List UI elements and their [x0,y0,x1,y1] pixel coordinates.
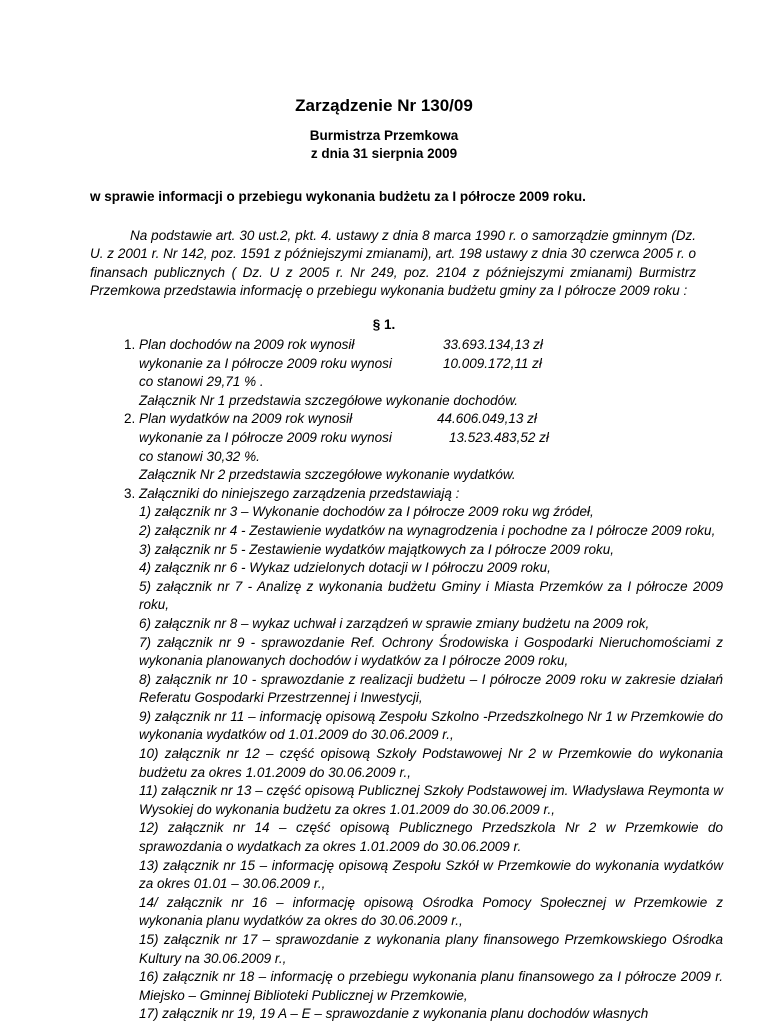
attachment-entry: 2) załącznik nr 4 - Zestawienie wydatków na wynagrodzenia i pochodne za I półrocze 2009 roku, [139,522,716,538]
plan-expense-row [139,410,723,429]
attachment-entry: 12) załącznik nr 14 – część opisową Publicznego Przedszkola Nr 2 w Przemkowie do sprawozdania o wydatkach za okres 1.01.2009 do 30.06.2009 r. [139,820,723,855]
exec-expense-amount: 13.523.483,52 zł [449,429,549,445]
plan-income-amount: 33.693.134,13 zł [443,337,543,352]
exec-income-amount: 10.009.172,11 zł [443,355,542,371]
expense-percent: co stanowi 30,32 %. [139,448,260,464]
document-title: Zarządzenie Nr 130/09 [295,96,473,115]
list-item-3 [139,485,723,1024]
document-subject: w sprawie informacji o przebiegu wykonania budżetu za I półrocze 2009 roku. [90,189,586,204]
attachment-entry: 5) załącznik nr 7 - Analizę z wykonania budżetu Gminy i Miasta Przemków za I półrocze 2009 roku, [139,578,723,613]
plan-income-label: 1. Plan dochodów na 2009 rok wynosił [139,337,355,352]
intro-text: Na podstawie art. 30 ust.2, pkt. 4. ustawy z dnia 8 marca 1990 r. o samorządzie gminnym (Dz. U. z 2001 r. Nr 142, poz. 1591 z późniejszymi zmianami), art. 198 ustawy z dnia 30 czerwca 2005 r. o finansach publicznych ( Dz. U z 2005 r. Nr 249, poz. 2104 z późniejszymi zmianami) Burmistrz Przemkowa przedstawia informację o przebiegu wykonania budżetu gminy za I półrocze 2009 roku : [90,228,696,299]
exec-income-row [139,355,723,374]
plan-income-row [139,336,723,355]
exec-income-label: wykonanie za I półrocze 2009 roku wynosi [139,355,392,371]
attachment-entry: 14/ załącznik nr 16 – informację opisową Ośrodka Pomocy Społecznej w Przemkowie z wykonania planu wydatków za okres do 30.06.2009 r., [139,894,723,929]
attachment-entry: 11) załącznik nr 13 – część opisową Publicznej Szkoły Podstawowej im. Władysława Reymonta w Wysokiej do wykonania budżetu za okres 1.01.2009 do 30.06.2009 r., [139,783,723,817]
attachment-entry: 17) załącznik nr 19, 19 A – E – sprawozdanie z wykonania planu dochodów własnych [139,1006,649,1022]
main-list [112,336,723,1024]
attachment-entry: 16) załącznik nr 18 – informację o przebiegu wykonania planu finansowego za I półrocze 2009 r. Miejsko – Gminnej Biblioteki Publicznej w Przemkowie, [139,969,723,1003]
list-item-2 [139,410,723,484]
attachment-entry: 6) załącznik nr 8 – wykaz uchwał i zarządzeń w sprawie zmiany budżetu na 2009 rok, [139,615,650,631]
income-note: Załącznik Nr 1 przedstawia szczegółowe wykonanie dochodów. [139,392,518,408]
exec-expense-label: wykonanie za I półrocze 2009 roku wynosi [139,429,392,445]
attachment-entry: 1) załącznik nr 3 – Wykonanie dochodów za I półrocze 2009 roku wg źródeł, [139,504,594,520]
plan-expense-amount: 44.606.049,13 zł [437,411,537,427]
attachment-entry: 10) załącznik nr 12 – część opisową Szkoły Podstawowej Nr 2 w Przemkowie do wykonania budżetu za okres 1.01.2009 do 30.06.2009 r., [139,746,723,780]
attachment-entry: 7) załącznik nr 9 - sprawozdanie Ref. Ochrony Środowiska i Gospodarki Nieruchomościami z wykonania planowanych dochodów i wydatków za I półrocze 2009 roku, [139,634,723,669]
attachment-entry: 13) załącznik nr 15 – informację opisową Zespołu Szkół w Przemkowie do wykonania wydatków za okres 01.01 – 30.06.2009 r., [139,857,723,892]
intro-paragraph [90,227,696,301]
attachment-entry: 9) załącznik nr 11 – informację opisową Zespołu Szkolno -Przedszkolnego Nr 1 w Przemkowie do wykonania wydatków od 1.01.2009 do 30.06.2009 r., [139,708,723,743]
plan-expense-label: 2. Plan wydatków na 2009 rok wynosił [139,411,353,427]
exec-expense-row [139,429,723,448]
list-item-1 [139,336,723,410]
attachment-entry: 15) załącznik nr 17 – sprawozdanie z wykonania plany finansowego Przemkowskiego Ośrodka Kultury na 30.06.2009 r., [139,932,723,966]
document-issuer: Burmistrza Przemkowa [309,128,459,143]
attachment-entry: 3) załącznik nr 5 - Zestawienie wydatków majątkowych za I półrocze 2009 roku, [139,541,614,557]
section-mark: § 1. [372,317,396,332]
attachment-entry: 8) załącznik nr 10 - sprawozdanie z realizacji budżetu – I półrocze 2009 roku w zakresie działań Referatu Gospodarki Przestrzennej i Inwestycji, [139,671,723,706]
document-date: z dnia 31 sierpnia 2009 [310,146,458,161]
expense-note: Załącznik Nr 2 przedstawia szczegółowe wykonanie wydatków. [139,467,516,483]
income-percent: co stanowi 29,71 % . [139,374,264,390]
attachment-entry: 4) załącznik nr 6 - Wykaz udzielonych dotacji w I półroczu 2009 roku, [139,560,551,576]
attachments-heading: 3. Załączniki do niniejszego zarządzenia przedstawiają : [139,485,460,501]
